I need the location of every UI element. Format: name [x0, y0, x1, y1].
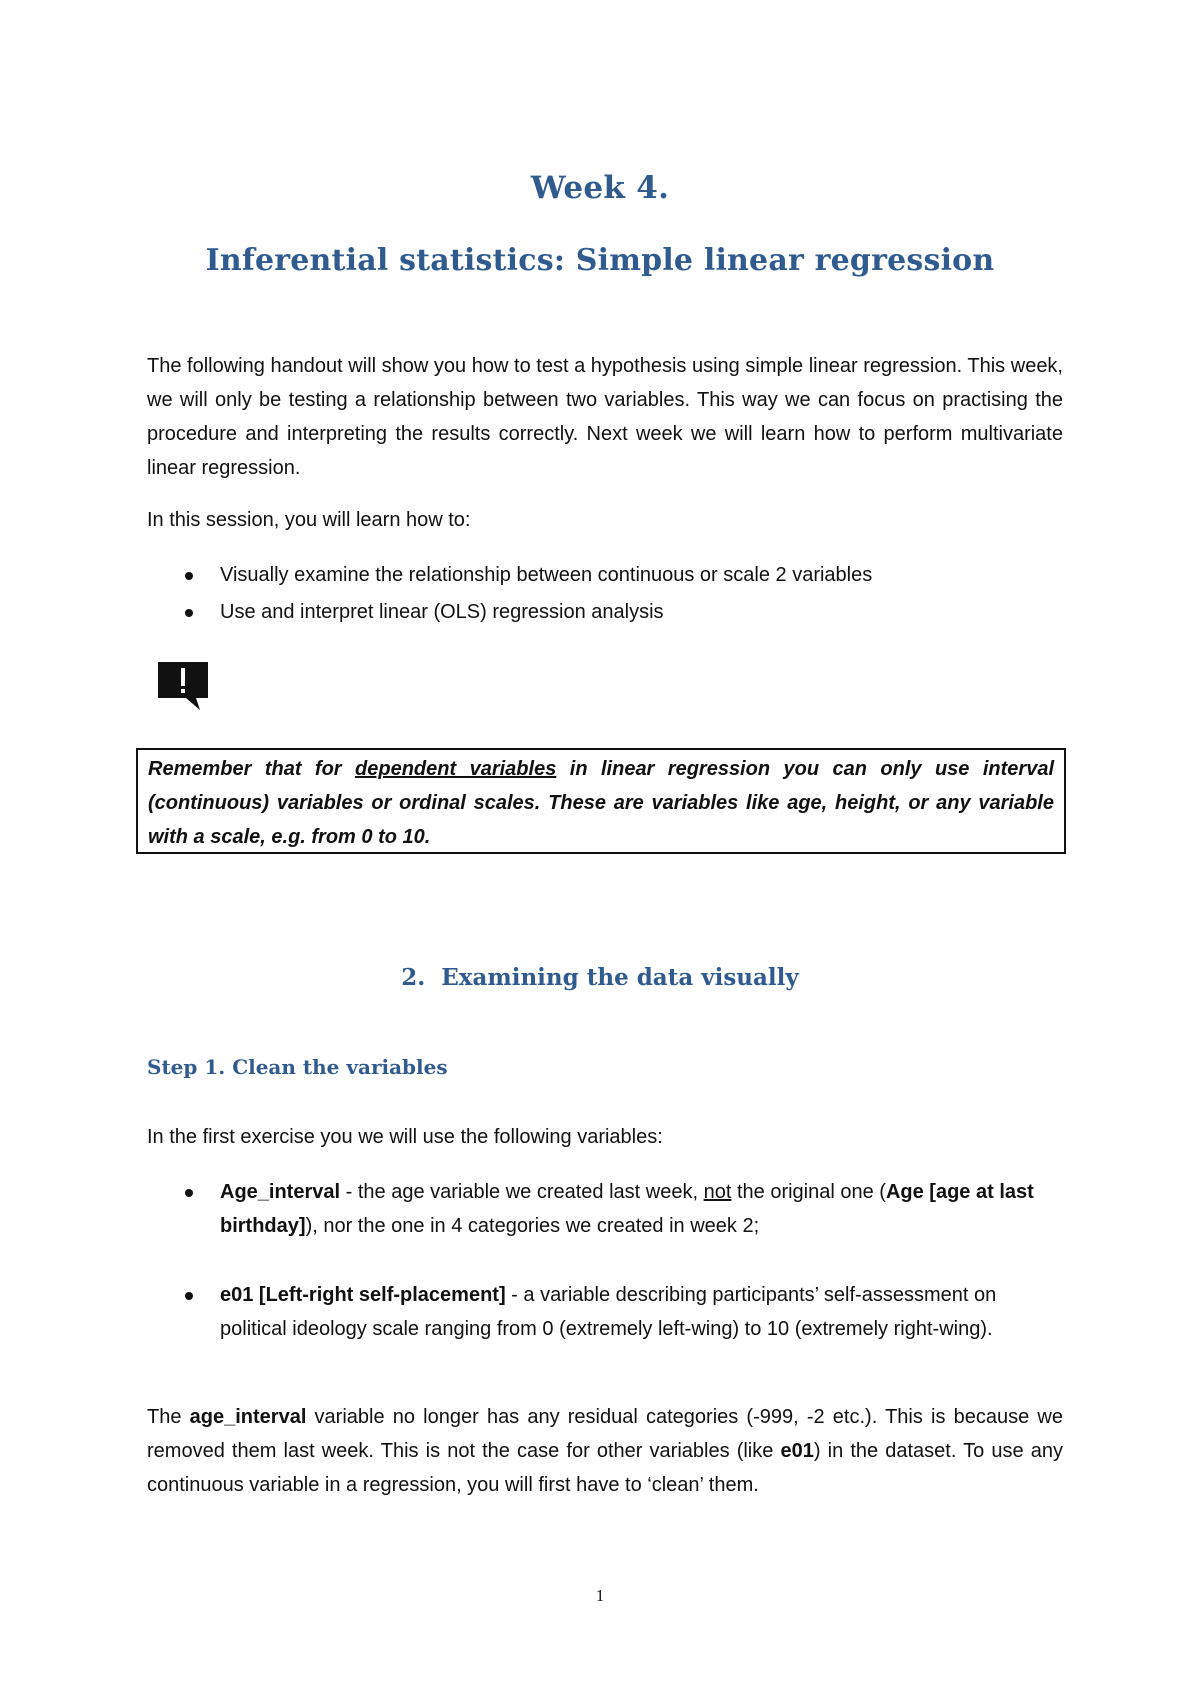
section-heading: 2. Examining the data visually: [401, 964, 799, 991]
closing-text: ) in the dataset. To use any continuous variable in a regression, you will first have to ‘clean’ them.: [147, 1440, 1063, 1496]
callout-text-end: in linear regression you can only use interval (continuous) variables or ordinal scales. These are variables like age, height, or any variable with a scale, e.g. from 0 to 10.: [148, 758, 1055, 848]
objectives-list: [147, 558, 1063, 632]
variable-name: e01 [Left-right self-placement]: [220, 1284, 506, 1306]
intro-paragraph: The following handout will show you how to test a hypothesis using simple linear regression. This week, we will only be testing a relationship between two variables. This way we can focus on practising the procedure and interpreting the results correctly. Next week we will learn how to perform multivariate linear regression.: [147, 355, 1063, 479]
step-heading: Step 1. Clean the variables: [147, 1055, 448, 1079]
page-subtitle: Inferential statistics: Simple linear regression: [205, 243, 995, 278]
list-item: [147, 1278, 1063, 1378]
variable-reference: Age [age at last birthday]: [220, 1181, 1034, 1237]
variable-desc: - the age variable we created last week,: [340, 1181, 704, 1203]
bullet-icon: [185, 1292, 193, 1300]
list-item: [147, 558, 1063, 595]
page-number: 1: [595, 1586, 605, 1605]
objective-text: Visually examine the relationship between continuous or scale 2 variables: [220, 564, 873, 586]
closing-paragraph: [147, 1400, 1063, 1502]
objective-text: Use and interpret linear (OLS) regression analysis: [220, 601, 664, 623]
callout-text-start: Remember that for: [148, 758, 356, 780]
variable-desc: ), nor the one in 4 categories we created in week 2;: [305, 1215, 760, 1237]
alert-speech-bubble-icon: [158, 662, 208, 714]
session-lead: In this session, you will learn how to:: [147, 509, 471, 531]
bullet-icon: [185, 609, 193, 617]
variables-list: [147, 1175, 1063, 1378]
variable-name: Age_interval: [220, 1181, 341, 1203]
list-item: [147, 595, 1063, 632]
bullet-icon: [185, 1189, 193, 1197]
callout-emphasis: dependent variables: [355, 758, 557, 780]
variable-desc: the original one (: [731, 1181, 886, 1203]
closing-text: The: [147, 1406, 190, 1428]
closing-variable: e01: [780, 1440, 814, 1462]
page-title: Week 4.: [530, 170, 670, 206]
list-item: [147, 1175, 1063, 1278]
variable-desc: - a variable describing participants’ self-assessment on political ideology scale ranging from 0 (extremely left-wing) to 10 (extremely right-wing).: [220, 1284, 997, 1340]
exercise-lead: In the first exercise you we will use the following variables:: [147, 1126, 663, 1148]
closing-variable: age_interval: [189, 1406, 307, 1428]
closing-text: variable no longer has any residual categories (-999, -2 etc.). This is because we removed them last week. This is not the case for other variables (like: [147, 1406, 1063, 1462]
note-callout: [136, 748, 1066, 854]
variable-emphasis: not: [703, 1181, 732, 1203]
bullet-icon: [185, 572, 193, 580]
